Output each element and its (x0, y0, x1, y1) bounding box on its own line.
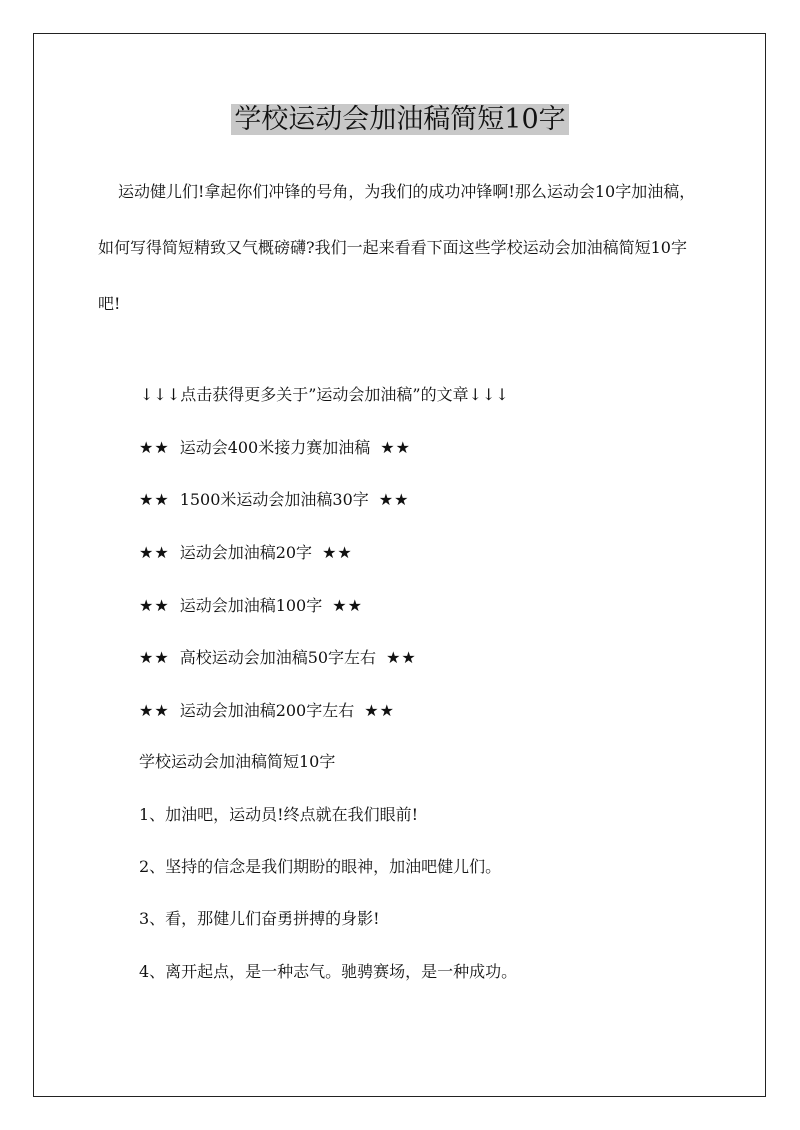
more-links-banner: ↓↓↓点击获得更多关于”运动会加油稿”的文章↓↓↓ (140, 385, 509, 404)
related-link-item[interactable] (139, 541, 353, 565)
list-item: 2、坚持的信念是我们期盼的眼神，加油吧健儿们。 (139, 857, 502, 876)
title-highlight: 学校运动会加油稿简短10字 (231, 104, 568, 135)
star-icon: ★★ (378, 490, 410, 509)
related-link[interactable]: 高校运动会加油稿50字左右 (179, 648, 377, 667)
star-icon: ★★ (380, 438, 411, 457)
star-icon: ★★ (139, 490, 170, 509)
list-item: 4、离开起点，是一种志气。驰骋赛场，是一种成功。 (139, 962, 518, 981)
related-link-item[interactable] (139, 699, 395, 723)
document-title (0, 98, 800, 142)
star-icon: ★★ (139, 543, 170, 562)
list-item: 1、加油吧，运动员!终点就在我们眼前! (139, 805, 419, 824)
star-icon: ★★ (139, 596, 170, 615)
related-link-item[interactable] (139, 436, 411, 460)
star-icon: ★★ (322, 543, 353, 562)
star-icon: ★★ (364, 701, 395, 720)
related-link-item[interactable] (139, 594, 363, 618)
intro-paragraph: 运动健儿们!拿起你们冲锋的号角，为我们的成功冲锋啊!那么运动会10字加油稿，如何写得简短精致又气概磅礴?我们一起来看看下面这些学校运动会加油稿简短10字吧! (98, 182, 696, 313)
star-icon: ★★ (332, 596, 363, 615)
star-icon: ★★ (139, 438, 170, 457)
related-link[interactable]: 运动会加油稿200字左右 (179, 701, 355, 720)
related-link[interactable]: 1500米运动会加油稿30字 (179, 490, 369, 509)
related-link-item[interactable] (139, 646, 417, 670)
related-link[interactable]: 运动会加油稿20字 (179, 543, 313, 562)
related-link[interactable]: 运动会加油稿100字 (179, 596, 323, 615)
star-icon: ★★ (386, 648, 417, 667)
star-icon: ★★ (139, 648, 170, 667)
list-item: 3、看，那健儿们奋勇拼搏的身影! (139, 909, 380, 928)
star-icon: ★★ (139, 701, 170, 720)
related-link[interactable]: 运动会400米接力赛加油稿 (179, 438, 371, 457)
related-link-item[interactable] (139, 488, 409, 512)
section-subtitle: 学校运动会加油稿简短10字 (139, 752, 336, 771)
